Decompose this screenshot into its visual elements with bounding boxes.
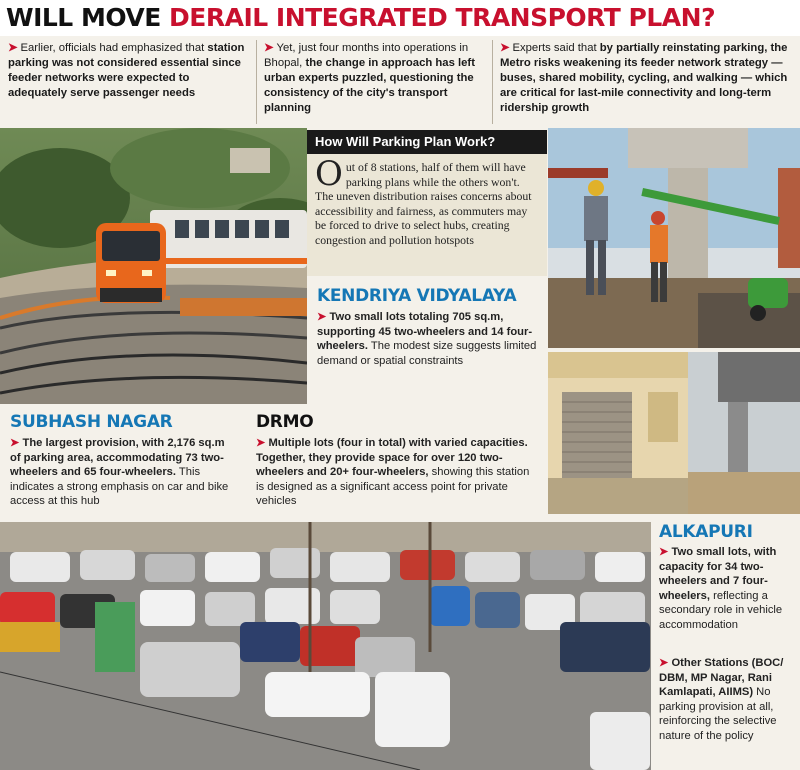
arrow-icon: ➤	[264, 42, 274, 54]
subhash-nagar-box: SUBHASH NAGAR ➤ The largest provision, with 2,176 sq.m of parking area, accommodating 73 two-wheelers and 65 four-wheelers. This indicates a strong emphasis on car and bike access at this hub	[0, 404, 246, 522]
arrow-icon: ➤	[659, 657, 669, 669]
station-building-photo	[548, 352, 800, 514]
divider	[492, 40, 493, 124]
divider	[256, 40, 257, 124]
alkapuri-box: ALKAPURI ➤ Two small lots, with capacity for 34 two-wheelers and 7 four-wheelers, reflecting a secondary role in vehicle accommodation	[651, 516, 800, 646]
headline	[0, 0, 800, 36]
intro-column-3: ➤ Experts said that by partially reinstating parking, the Metro risks weakening its feeder network strategy — buses, shared mobility, cycling, and walking — which are critical for last-mile connectivity and long-term ridership growth	[494, 37, 800, 127]
parking-lot-photo	[0, 522, 651, 770]
headline-black: WILL MOVE	[6, 3, 170, 32]
arrow-icon: ➤	[317, 311, 327, 323]
drmo-box: DRMO ➤ Multiple lots (four in total) with varied capacities. Together, they provide space for over 120 two-wheelers and 20+ four-wheelers, showing this station is designed as a significant access point for private vehicles	[246, 404, 548, 522]
other-stations-box: ➤ Other Stations (BOC/ DBM, MP Nagar, Rani Kamlapati, AIIMS) No parking provision at all, reinforcing the selective nature of the policy	[651, 650, 800, 770]
station-name-subhash: SUBHASH NAGAR	[10, 412, 173, 432]
construction-workers-photo	[548, 128, 800, 348]
parking-plan-heading: How Will Parking Plan Work?	[307, 130, 547, 154]
arrow-icon: ➤	[10, 437, 20, 449]
intro-column-2: ➤ Yet, just four months into operations in Bhopal, the change in approach has left urban experts puzzled, questioning the consistency of the city's transport planning	[258, 37, 490, 127]
dropcap: O	[315, 154, 343, 194]
station-name-drmo: DRMO	[256, 412, 314, 432]
parking-plan-text: Out of 8 stations, half of them will have parking plans while the others won't. The uneven distribution raises concerns about accessibility and fairness, as commuters may be forced to drive to select hubs, creating congestion and pollution hotspots	[307, 154, 547, 276]
station-name-kendriya: KENDRIYA VIDYALAYA	[317, 286, 517, 306]
arrow-icon: ➤	[8, 42, 18, 54]
headline-red: DERAIL INTEGRATED TRANSPORT PLAN?	[169, 3, 716, 32]
kendriya-vidyalaya-box: KENDRIYA VIDYALAYA ➤ Two small lots totaling 705 sq.m, supporting 45 two-wheelers and 14 four-wheelers. The modest size suggests limited demand or spatial constraints	[307, 278, 547, 404]
arrow-icon: ➤	[500, 42, 510, 54]
station-name-alkapuri: ALKAPURI	[659, 522, 753, 542]
arrow-icon: ➤	[659, 546, 669, 558]
arrow-icon: ➤	[256, 437, 266, 449]
metro-train-photo	[0, 128, 307, 404]
intro-column-1: ➤ Earlier, officials had emphasized that station parking was not considered essential since feeder networks were expected to adequately serve passenger needs	[2, 37, 254, 127]
